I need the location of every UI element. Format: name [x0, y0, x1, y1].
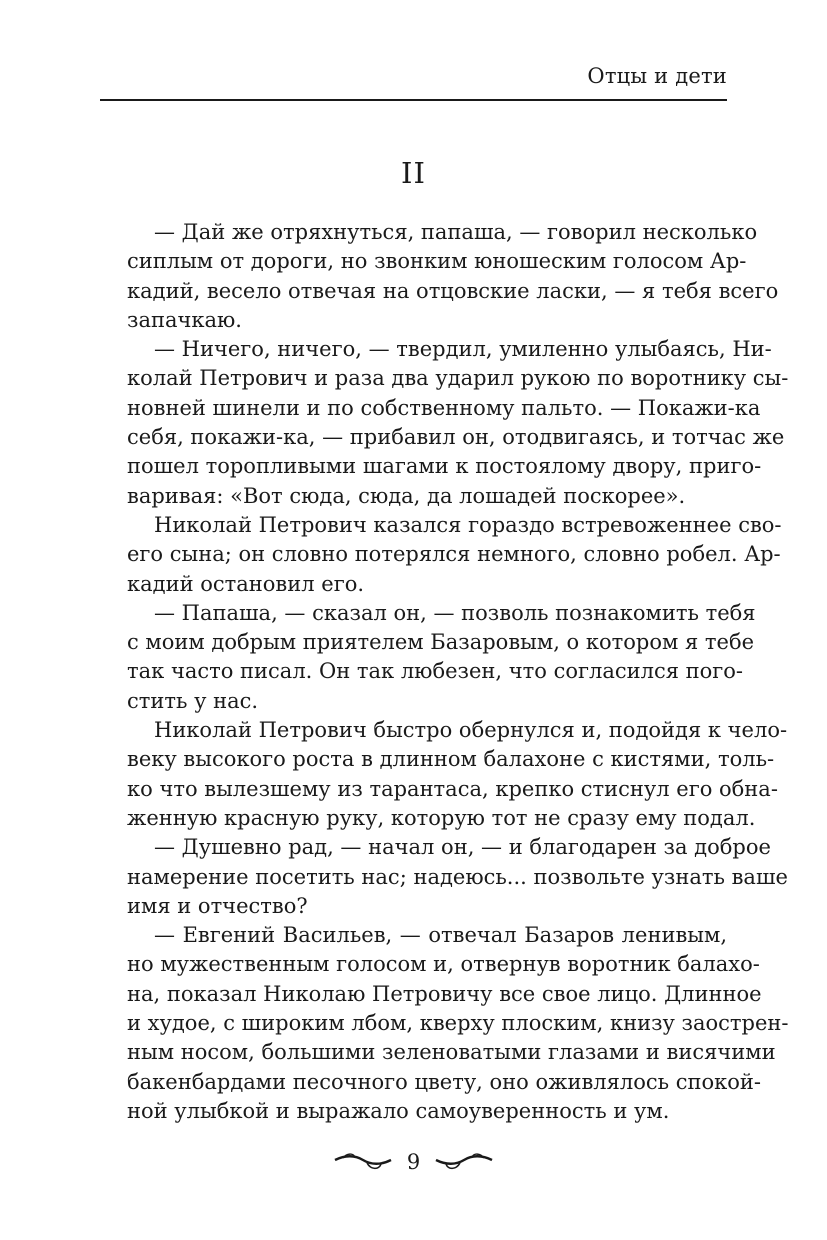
text-line: намерение посетить нас; надеюсь... позвольте узнать ваше [127, 864, 788, 889]
text-line: его сына; он словно потерялся немного, словно робел. Ар- [127, 542, 781, 567]
text-line: но мужественным голосом и, отвернув воротник балахо- [127, 952, 760, 977]
paragraph [100, 599, 756, 716]
paragraph [100, 921, 789, 1126]
text-line: — Евгений Васильев, — отвечал Базаров ленивым, [154, 923, 727, 948]
text-line: ко что вылезшему из тарантаса, крепко стиснул его обна- [127, 776, 778, 801]
text-line: колай Петрович и раза два ударил рукою по воротнику сы- [127, 366, 789, 391]
paragraph [100, 511, 782, 599]
text-line: ной улыбкой и выражало самоуверенность и ум. [127, 1098, 670, 1123]
text-line: женную красную руку, которую тот не сразу ему подал. [127, 805, 756, 830]
text-line: Николай Петрович быстро обернулся и, подойдя к чело- [154, 718, 788, 743]
text-line: варивая: «Вот сюда, сюда, да лошадей поскорее». [127, 483, 686, 508]
right-ornament-icon [434, 1152, 494, 1172]
text-line: имя и отчество? [127, 893, 308, 918]
text-line: — Дай же отряхнуться, папаша, — говорил несколько [154, 220, 758, 244]
text-line: — Душевно рад, — начал он, — и благодарен за доброе [154, 835, 771, 860]
chapter-body [100, 218, 789, 1126]
text-line: пошел торопливыми шагами к постоялому двору, приго- [127, 454, 762, 479]
text-line: бакенбардами песочного цвету, оно оживлялось спокой- [127, 1069, 761, 1094]
text-line: веку высокого роста в длинном балахоне с кистями, толь- [127, 747, 775, 772]
paragraph [100, 218, 779, 335]
text-line: с моим добрым приятелем Базаровым, о котором я тебе [127, 630, 755, 655]
paragraph [100, 833, 788, 921]
text-line: кадий остановил его. [127, 571, 365, 596]
chapter-number: II [401, 156, 426, 190]
running-title: Отцы и дети [587, 64, 727, 88]
page-number: 9 [406, 1150, 421, 1174]
text-line: ным носом, большими зеленоватыми глазами и висячими [127, 1040, 776, 1065]
text-line: стить у нас. [127, 688, 259, 713]
text-line: сиплым от дороги, но звонким юношеским голосом Ар- [127, 249, 747, 274]
page-footer [0, 1150, 827, 1174]
paragraph [100, 335, 789, 511]
text-line: и худое, с широким лбом, кверху плоским, книзу заострен- [127, 1011, 789, 1036]
text-line: на, показал Николаю Петровичу все свое лицо. Длинное [127, 981, 762, 1006]
text-line: кадий, весело отвечая на отцовские ласки, — я тебя всего [127, 278, 779, 303]
text-line: так часто писал. Он так любезен, что согласился пого- [127, 659, 744, 684]
text-line: — Папаша, — сказал он, — позволь познакомить тебя [154, 600, 756, 625]
text-line: Николай Петрович казался гораздо встревоженнее сво- [154, 512, 782, 537]
text-line: — Ничего, ничего, — твердил, умиленно улыбаясь, Ни- [154, 337, 772, 362]
left-ornament-icon [333, 1152, 393, 1172]
text-line: себя, покажи-ка, — прибавил он, отодвигаясь, и тотчас же [127, 425, 785, 450]
text-line: новней шинели и по собственному пальто. — Покажи-ка [127, 395, 761, 420]
paragraph [100, 716, 788, 833]
text-line: запачкаю. [127, 307, 242, 332]
header-rule [100, 99, 727, 101]
